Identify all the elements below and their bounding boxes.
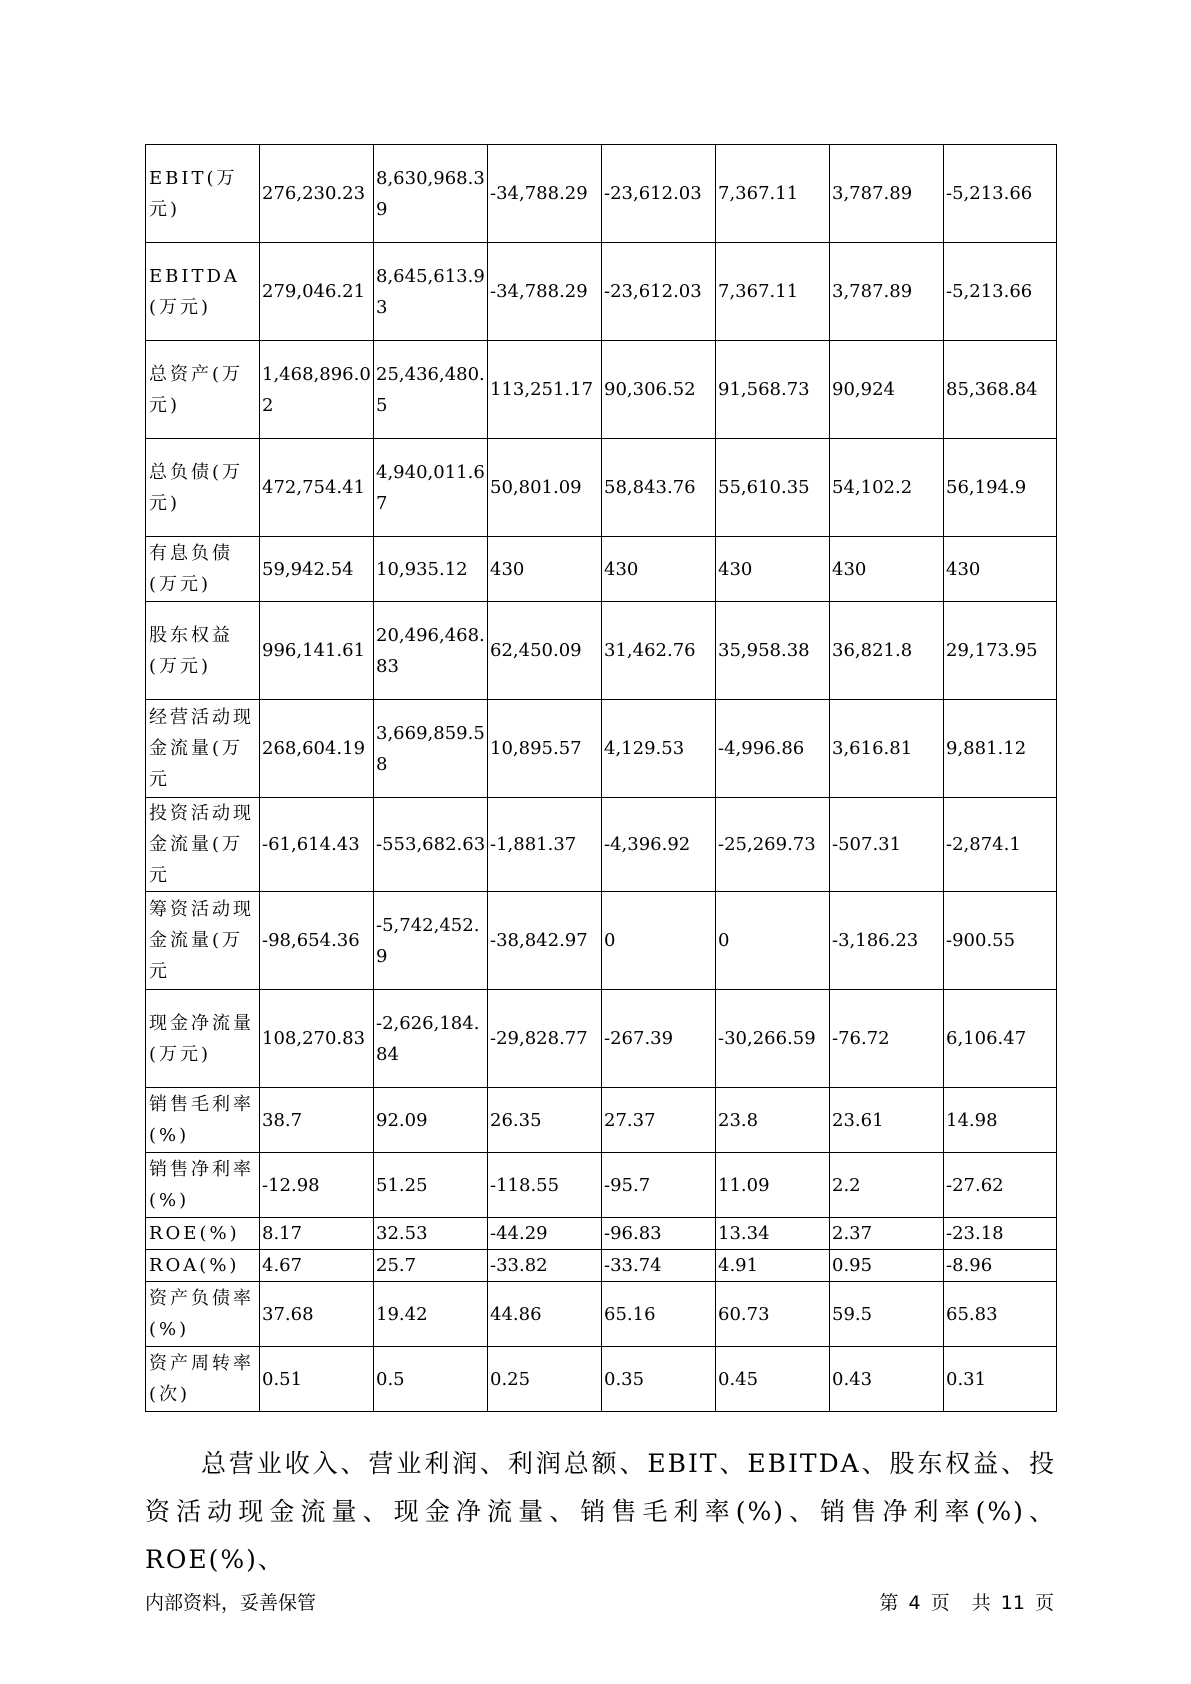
table-cell: -2,874.1: [944, 798, 1057, 892]
table-cell: 4,940,011.67: [374, 439, 488, 537]
table-cell: 8,630,968.39: [374, 145, 488, 243]
table-cell: -27.62: [944, 1153, 1057, 1218]
table-cell: 2.37: [830, 1218, 944, 1250]
table-cell: -33.82: [488, 1250, 602, 1282]
table-row: [146, 1250, 1057, 1282]
total-prefix: 共: [971, 1592, 991, 1614]
page-number: 4: [908, 1592, 921, 1614]
table-cell: -4,996.86: [716, 700, 830, 798]
table-cell: 430: [944, 537, 1057, 602]
table-row: [146, 243, 1057, 341]
table-cell: 65.83: [944, 1282, 1057, 1347]
table-cell: 0.31: [944, 1347, 1057, 1412]
table-cell: -44.29: [488, 1218, 602, 1250]
table-row: [146, 1153, 1057, 1218]
table-cell: 8,645,613.93: [374, 243, 488, 341]
table-cell: 62,450.09: [488, 602, 602, 700]
table-cell: -96.83: [602, 1218, 716, 1250]
table-cell: 10,935.12: [374, 537, 488, 602]
table-cell: 37.68: [260, 1282, 374, 1347]
table-cell: 14.98: [944, 1088, 1057, 1153]
table-cell: -76.72: [830, 990, 944, 1088]
row-label: ROE(%): [146, 1218, 260, 1250]
table-cell: 32.53: [374, 1218, 488, 1250]
table-cell: 6,106.47: [944, 990, 1057, 1088]
row-label: 投资活动现金流量(万元: [146, 798, 260, 892]
table-cell: 3,787.89: [830, 243, 944, 341]
table-cell: -553,682.63: [374, 798, 488, 892]
table-cell: 50,801.09: [488, 439, 602, 537]
table-cell: 279,046.21: [260, 243, 374, 341]
table-cell: 35,958.38: [716, 602, 830, 700]
table-cell: 3,669,859.58: [374, 700, 488, 798]
table-cell: 90,306.52: [602, 341, 716, 439]
table-cell: -5,213.66: [944, 145, 1057, 243]
table-cell: 108,270.83: [260, 990, 374, 1088]
table-cell: 20,496,468.83: [374, 602, 488, 700]
table-cell: 19.42: [374, 1282, 488, 1347]
table-cell: 23.8: [716, 1088, 830, 1153]
table-cell: -29,828.77: [488, 990, 602, 1088]
table-cell: 38.7: [260, 1088, 374, 1153]
table-cell: 0.43: [830, 1347, 944, 1412]
table-row: [146, 700, 1057, 798]
table-cell: 276,230.23: [260, 145, 374, 243]
table-cell: -23.18: [944, 1218, 1057, 1250]
table-cell: -34,788.29: [488, 145, 602, 243]
table-cell: 7,367.11: [716, 243, 830, 341]
table-cell: -12.98: [260, 1153, 374, 1218]
table-cell: 0.5: [374, 1347, 488, 1412]
table-cell: -30,266.59: [716, 990, 830, 1088]
table-cell: 0: [716, 892, 830, 990]
row-label: 股东权益(万元): [146, 602, 260, 700]
table-cell: -38,842.97: [488, 892, 602, 990]
body-paragraph: 总营业收入、营业利润、利润总额、EBIT、EBITDA、股东权益、投资活动现金流量、现金净流量、销售毛利率(%)、销售净利率(%)、ROE(%)、: [145, 1449, 1056, 1574]
table-cell: 65.16: [602, 1282, 716, 1347]
table-cell: 472,754.41: [260, 439, 374, 537]
page-prefix: 第: [879, 1592, 899, 1614]
table-cell: -33.74: [602, 1250, 716, 1282]
table-cell: 60.73: [716, 1282, 830, 1347]
table-cell: 55,610.35: [716, 439, 830, 537]
row-label: EBIT(万元): [146, 145, 260, 243]
total-pages: 11: [1000, 1592, 1025, 1614]
page-suffix: 页: [930, 1592, 950, 1614]
table-row: [146, 145, 1057, 243]
table-cell: -267.39: [602, 990, 716, 1088]
table-cell: -8.96: [944, 1250, 1057, 1282]
table-cell: 113,251.17: [488, 341, 602, 439]
table-cell: 26.35: [488, 1088, 602, 1153]
row-label: 总资产(万元): [146, 341, 260, 439]
table-cell: 91,568.73: [716, 341, 830, 439]
table-cell: -900.55: [944, 892, 1057, 990]
table-cell: -3,186.23: [830, 892, 944, 990]
row-label: ROA(%): [146, 1250, 260, 1282]
table-cell: 4.67: [260, 1250, 374, 1282]
table-cell: -2,626,184.84: [374, 990, 488, 1088]
table-cell: 36,821.8: [830, 602, 944, 700]
table-cell: 58,843.76: [602, 439, 716, 537]
table-row: [146, 602, 1057, 700]
table-row: [146, 1347, 1057, 1412]
table-row: [146, 1088, 1057, 1153]
table-cell: 25.7: [374, 1250, 488, 1282]
financial-table-body: [146, 145, 1057, 1412]
table-cell: 430: [488, 537, 602, 602]
table-cell: 13.34: [716, 1218, 830, 1250]
table-cell: -5,742,452.9: [374, 892, 488, 990]
row-label: 总负债(万元): [146, 439, 260, 537]
footer-confidential-note: 内部资料，妥善保管: [145, 1592, 317, 1614]
table-cell: -25,269.73: [716, 798, 830, 892]
table-cell: -23,612.03: [602, 243, 716, 341]
table-row: [146, 892, 1057, 990]
row-label: 现金净流量(万元): [146, 990, 260, 1088]
table-cell: 85,368.84: [944, 341, 1057, 439]
table-cell: -4,396.92: [602, 798, 716, 892]
table-cell: 29,173.95: [944, 602, 1057, 700]
table-cell: 4,129.53: [602, 700, 716, 798]
table-cell: -34,788.29: [488, 243, 602, 341]
financial-table: [145, 144, 1057, 1412]
table-cell: 430: [602, 537, 716, 602]
table-cell: 27.37: [602, 1088, 716, 1153]
table-cell: 0.25: [488, 1347, 602, 1412]
table-row: [146, 1218, 1057, 1250]
table-cell: 10,895.57: [488, 700, 602, 798]
table-cell: 23.61: [830, 1088, 944, 1153]
table-cell: 268,604.19: [260, 700, 374, 798]
table-row: [146, 798, 1057, 892]
table-cell: 0.51: [260, 1347, 374, 1412]
table-cell: 11.09: [716, 1153, 830, 1218]
table-cell: 4.91: [716, 1250, 830, 1282]
table-row: [146, 341, 1057, 439]
table-cell: 59.5: [830, 1282, 944, 1347]
row-label: 有息负债(万元): [146, 537, 260, 602]
table-cell: -1,881.37: [488, 798, 602, 892]
table-cell: 0.35: [602, 1347, 716, 1412]
table-cell: 51.25: [374, 1153, 488, 1218]
table-cell: 44.86: [488, 1282, 602, 1347]
table-cell: 3,616.81: [830, 700, 944, 798]
table-cell: 1,468,896.02: [260, 341, 374, 439]
row-label: 筹资活动现金流量(万元: [146, 892, 260, 990]
row-label: 经营活动现金流量(万元: [146, 700, 260, 798]
table-row: [146, 439, 1057, 537]
table-row: [146, 1282, 1057, 1347]
table-cell: 25,436,480.5: [374, 341, 488, 439]
table-cell: 2.2: [830, 1153, 944, 1218]
table-cell: -95.7: [602, 1153, 716, 1218]
table-cell: -5,213.66: [944, 243, 1057, 341]
table-row: [146, 990, 1057, 1088]
table-cell: 54,102.2: [830, 439, 944, 537]
table-cell: 430: [716, 537, 830, 602]
table-cell: -23,612.03: [602, 145, 716, 243]
table-cell: 3,787.89: [830, 145, 944, 243]
table-cell: 59,942.54: [260, 537, 374, 602]
table-cell: -61,614.43: [260, 798, 374, 892]
table-cell: -118.55: [488, 1153, 602, 1218]
row-label: EBITDA(万元): [146, 243, 260, 341]
table-cell: 0: [602, 892, 716, 990]
table-cell: 90,924: [830, 341, 944, 439]
table-cell: 996,141.61: [260, 602, 374, 700]
table-cell: 0.95: [830, 1250, 944, 1282]
table-row: [146, 537, 1057, 602]
table-cell: 92.09: [374, 1088, 488, 1153]
table-cell: -98,654.36: [260, 892, 374, 990]
table-cell: 7,367.11: [716, 145, 830, 243]
table-cell: 56,194.9: [944, 439, 1057, 537]
table-cell: 0.45: [716, 1347, 830, 1412]
table-cell: 8.17: [260, 1218, 374, 1250]
table-cell: 9,881.12: [944, 700, 1057, 798]
row-label: 销售净利率(%): [146, 1153, 260, 1218]
table-cell: 31,462.76: [602, 602, 716, 700]
total-suffix: 页: [1034, 1592, 1054, 1614]
table-cell: 430: [830, 537, 944, 602]
row-label: 销售毛利率(%): [146, 1088, 260, 1153]
footer-page-number: [877, 1588, 1056, 1615]
row-label: 资产负债率(%): [146, 1282, 260, 1347]
row-label: 资产周转率(次): [146, 1347, 260, 1412]
table-cell: -507.31: [830, 798, 944, 892]
